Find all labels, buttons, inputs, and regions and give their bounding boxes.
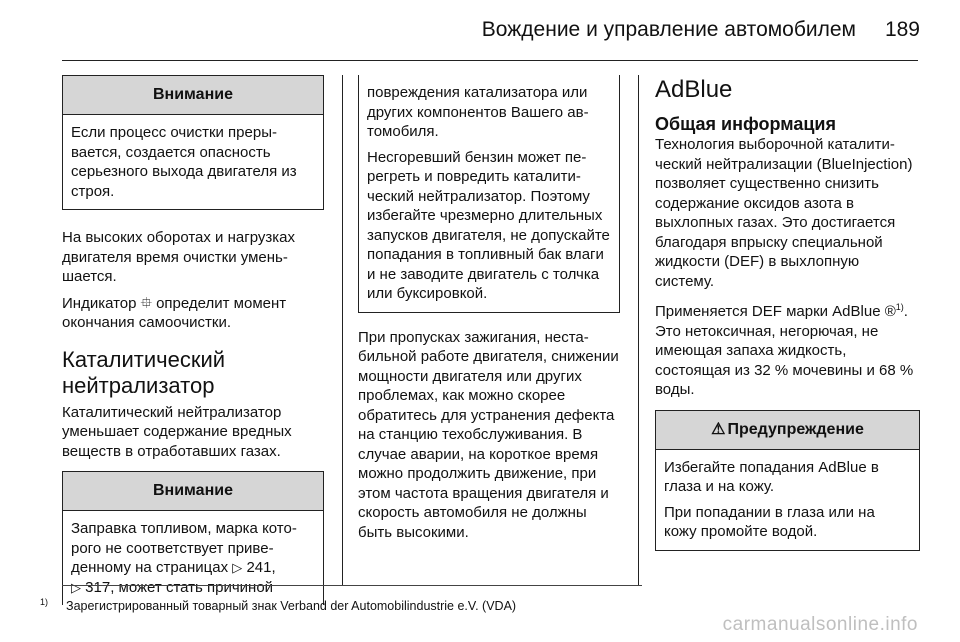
warning-text: Избегайте попадания AdBlue в глаза и на кожу.	[664, 458, 879, 495]
paragraph: Каталитический нейтрализатор уменьшает содержание вредных веществ в отработавших газах.	[62, 403, 292, 460]
section-title: AdBlue	[655, 76, 733, 103]
body-text	[62, 228, 324, 333]
notice-text: Если процесс очистки прерывается, создается опасность серьезного выхода двигателя из строя.	[71, 124, 297, 200]
subsection-title: Общая информация	[655, 114, 836, 134]
notice-body	[63, 511, 323, 605]
column-2	[358, 75, 620, 549]
column-divider	[638, 75, 639, 585]
warning-text: При попадании в глаза или на кожу промойте водой.	[664, 503, 875, 540]
exhaust-filter-indicator-icon: ⯐	[140, 294, 152, 312]
page-number: 189	[884, 18, 920, 41]
watermark: carmanualsonline.info	[722, 614, 918, 635]
notice-heading: Внимание	[63, 472, 323, 511]
text-run: . Это нетоксичная, негорючая, не имеющая запаха жидкость, состоящая из 32 % мочевины и 68 % воды.	[655, 303, 914, 398]
running-title: Вождение и управление автомобилем	[481, 18, 856, 41]
warning-triangle-icon: ⚠	[711, 420, 726, 438]
paragraph: При пропусках зажигания, нестабильной работе двигателя, снижении мощности двигателя или других проблемах, как можно скорее обратитесь для устранения дефекта на станцию техобслуживания. В случае аварии, на короткое время можно продолжить движение, при этом частота вращения двигателя и скорость автомобиля не должны быть высокими.	[358, 328, 619, 541]
column-3	[655, 75, 920, 551]
notice-box-continued	[358, 75, 620, 313]
paragraph: На высоких оборотах и нагрузках двигателя время очистки уменьшается.	[62, 229, 295, 285]
footnote-rule	[62, 585, 642, 586]
page-ref[interactable]: 241	[246, 559, 272, 576]
section-title: Каталитический нейтрализатор	[62, 346, 226, 398]
body-text	[655, 135, 920, 400]
text-run: , может стать причиной	[110, 578, 274, 596]
warning-heading-row	[656, 411, 919, 450]
column-1	[62, 75, 324, 605]
footnote-text: Зарегистрированный товарный знак Verband der Automobilindustrie e.V. (VDA)	[66, 599, 517, 614]
header-rule	[62, 60, 918, 61]
notice-text: Несгоревший бензин может перегреть и повредить каталитический нейтрализатор. Поэтому избегайте чрезмерно длительных запусков двигателя, не допускайте попадания в топливный бак влаги и не заводите двигатель с толчка или буксировкой.	[367, 148, 610, 302]
warning-box	[655, 410, 920, 551]
page-reference-arrow-icon: ▷	[71, 579, 81, 595]
footnote-mark: 1)	[40, 597, 49, 607]
paragraph	[655, 298, 920, 400]
footnote	[40, 597, 516, 613]
page-header	[0, 0, 960, 60]
body-text	[62, 403, 324, 462]
text-run: Индикатор	[62, 294, 141, 312]
notice-text: повреждения катализатора или других компонентов Вашего автомобиля.	[367, 84, 589, 140]
text-run: определит момент окончания самоочистки.	[62, 294, 287, 331]
paragraph: Технология выборочной каталитический нейтрализации (BlueInjection) позволяет существенно снизить содержание оксидов азота в выхлопных газах. Это достигается благодаря впрыску специальной жидкости (DEF) в выхлопную систему.	[655, 136, 913, 290]
page-ref[interactable]: 317	[85, 578, 111, 596]
text-run: ,	[271, 559, 276, 576]
footnote-ref[interactable]: 1)	[895, 302, 904, 312]
notice-body	[359, 75, 619, 312]
notice-body	[63, 115, 323, 209]
page-reference-arrow-icon: ▷	[232, 560, 243, 575]
notice-heading: Внимание	[63, 76, 323, 115]
column-divider	[342, 75, 343, 585]
notice-box-1	[62, 75, 324, 210]
body-text	[358, 328, 620, 543]
text-run: Применяется DEF марки AdBlue ®	[655, 303, 896, 320]
text-run: Заправка топливом, марка которого не соответствует приведенному на страницах	[71, 520, 297, 576]
paragraph	[62, 294, 324, 333]
warning-body	[656, 450, 919, 550]
warning-heading: Предупреждение	[727, 420, 864, 438]
